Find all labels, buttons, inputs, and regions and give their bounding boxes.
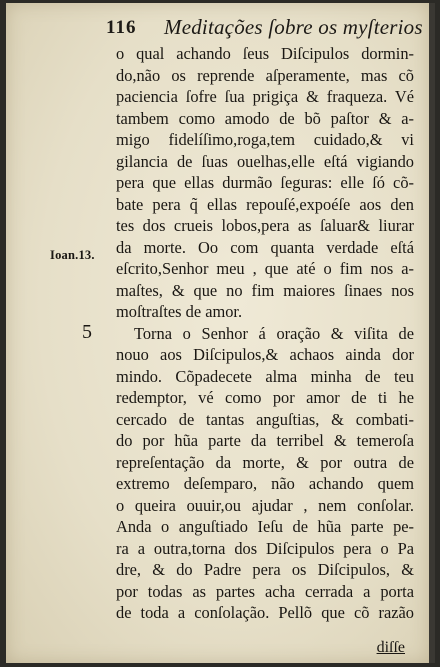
- text-line: de toda a conſolação. Pellõ que cõ razão: [116, 603, 414, 622]
- text-line: eſcrito,Senhor meu , que até o fim nos a-: [116, 259, 414, 278]
- text-line: gilancia de ſuas ouelhas,elle eſtá vigiando: [116, 151, 414, 171]
- catchword: diſſe: [376, 639, 405, 656]
- text-line: maſtes, & que no fim maiores ſinaes nos: [116, 280, 414, 300]
- text-line: da morte. Oo com quanta verdade eſtá: [116, 237, 414, 257]
- page-number: 116: [106, 17, 137, 38]
- text-line: cercado de tantas anguſtias, & combati-: [116, 409, 414, 429]
- paragraph-end-line: moſtraſtes de amor.: [116, 302, 243, 321]
- margin-reference: Ioan.13.: [50, 248, 95, 262]
- page-header: [6, 15, 429, 41]
- text-line: mindo. Cõpadecete alma minha de teu: [116, 366, 414, 386]
- text-line: redemptor, vé como por amor de ti he: [116, 388, 414, 407]
- body-text: [116, 43, 414, 624]
- text-line: Anda o anguſtiado Ieſu de hũa parte pe-: [116, 517, 414, 536]
- text-line: extremo deſemparo, não achando quem: [116, 474, 414, 493]
- text-line: do por hũa parte da terribel & temeroſa: [116, 431, 414, 450]
- text-line: do,não os reprende aſperamente, mas cõ: [116, 65, 414, 85]
- text-line: bate pera q̃ ellas repouſé,expoéſe aos den: [116, 194, 414, 214]
- text-line: paciencia ſofre ſua prigiça & fraqueza. Vé: [116, 87, 414, 106]
- margin-number: 5: [82, 321, 92, 343]
- running-head: Meditações ſobre os myſterios: [164, 15, 423, 39]
- text-line: o queira ouuir,ou ajudar , nem conſolar.: [116, 495, 414, 515]
- text-line: dre, & do Padre pera os Diſcipulos, &: [116, 560, 414, 579]
- text-line: tambem como amodo de bõ paſtor & a-: [116, 108, 414, 128]
- text-line: ra a outra,torna dos Diſcipulos pera o Pa: [116, 538, 414, 558]
- text-line: pera que ellas durmão ſeguras: elle ſó cõ-: [116, 173, 414, 192]
- paragraph-start-line: Torna o Senhor á oração & viſita de: [134, 323, 414, 343]
- book-page: [6, 3, 435, 663]
- text-line: o qual achando ſeus Diſcipulos dormin-: [116, 44, 414, 63]
- text-line: nouo aos Diſcipulos,& achaos ainda dor: [116, 345, 414, 364]
- text-line: repreſentação da morte, & por outra de: [116, 452, 414, 472]
- text-line: tes dos crueis lobos,pera as ſaluar& liurar: [116, 216, 414, 235]
- text-line: por todas as partes acha cerrada a porta: [116, 581, 414, 601]
- text-line: migo fidelíſimo,roga,tem cuidado,& vi: [116, 130, 414, 149]
